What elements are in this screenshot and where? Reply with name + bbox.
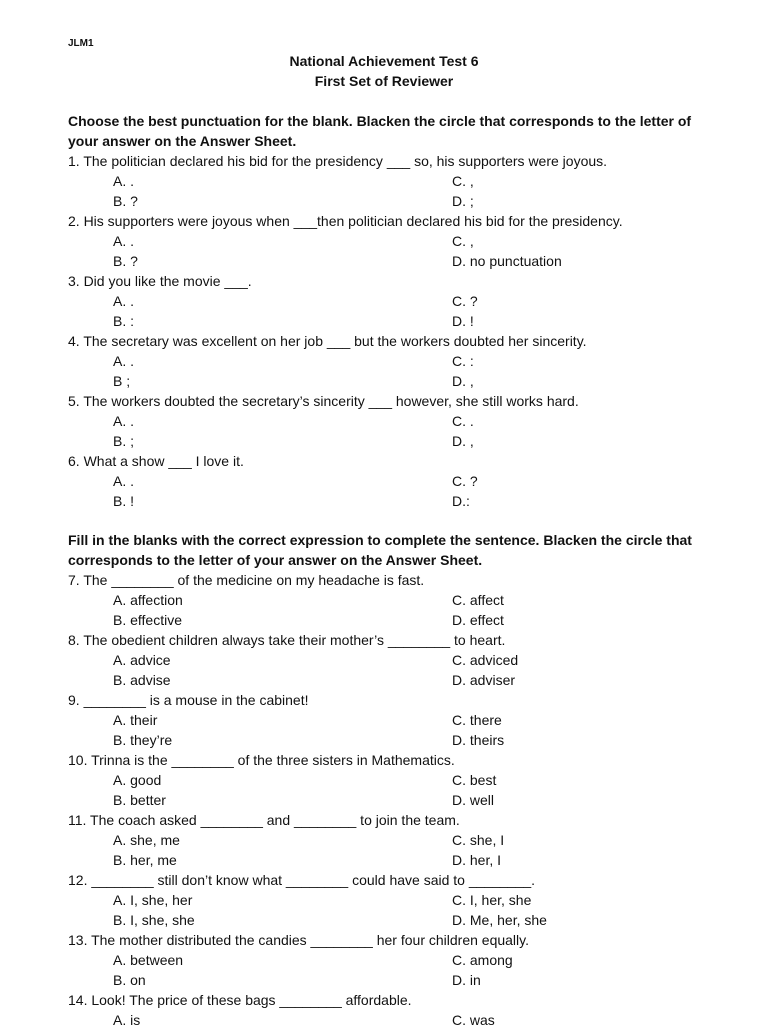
option-row	[68, 650, 708, 670]
answer-option: B. they’re	[113, 732, 173, 748]
answer-option: A. .	[113, 293, 135, 309]
answer-option: C. ?	[452, 473, 478, 489]
section-spacer	[68, 511, 708, 530]
question-text: 6. What a show ___ I love it.	[68, 453, 244, 469]
option-row	[68, 251, 708, 271]
option-row	[68, 471, 708, 491]
answer-option: D. ,	[452, 373, 474, 389]
option-row	[68, 770, 708, 790]
option-row	[68, 311, 708, 331]
document-code: JLM1	[68, 38, 94, 49]
answer-option: A. good	[113, 772, 162, 788]
answer-option: B. I, she, she	[113, 912, 195, 928]
answer-option: D.:	[452, 493, 470, 509]
option-row	[68, 371, 708, 391]
question-text: 12. ________ still don’t know what ________ could have said to ________.	[68, 872, 536, 888]
answer-option: B. her, me	[113, 852, 177, 868]
option-row	[68, 850, 708, 870]
option-row	[68, 790, 708, 810]
answer-option: B. ;	[113, 433, 135, 449]
answer-option: C. there	[452, 712, 502, 728]
answer-option: A. .	[113, 233, 135, 249]
answer-option: D. her, I	[452, 852, 502, 868]
option-row	[68, 730, 708, 750]
answer-option: B. ?	[113, 253, 138, 269]
question-text: 14. Look! The price of these bags ________ affordable.	[68, 992, 412, 1008]
question-text: 10. Trinna is the ________ of the three sisters in Mathematics.	[68, 752, 455, 768]
answer-option: A. affection	[113, 592, 183, 608]
answer-option: C. ,	[452, 173, 474, 189]
answer-option: C. among	[452, 952, 513, 968]
option-row	[68, 171, 708, 191]
question-text: 1. The politician declared his bid for the presidency ___ so, his supporters were joyous.	[68, 153, 608, 169]
answer-option: D. well	[452, 792, 495, 808]
answer-option: C. adviced	[452, 652, 519, 668]
answer-option: B. ?	[113, 193, 138, 209]
answer-option: A. is	[113, 1012, 141, 1028]
answer-option: D. !	[452, 313, 474, 329]
option-row	[68, 191, 708, 211]
answer-option: C. :	[452, 353, 474, 369]
question-text: 5. The workers doubted the secretary’s sincerity ___ however, she still works hard.	[68, 393, 579, 409]
question-text: 11. The coach asked ________ and ________ to join the team.	[68, 812, 460, 828]
question-text: 2. His supporters were joyous when ___then politician declared his bid for the presidency.	[68, 213, 623, 229]
option-row	[68, 970, 708, 990]
option-row	[68, 1010, 708, 1030]
answer-option: C. .	[452, 413, 474, 429]
answer-option: B. effective	[113, 612, 183, 628]
document-title: National Achievement Test 6	[289, 53, 479, 69]
answer-option: B. :	[113, 313, 135, 329]
option-row	[68, 950, 708, 970]
answer-option: D. theirs	[452, 732, 505, 748]
answer-option: D. Me, her, she	[452, 912, 547, 928]
answer-option: B. advise	[113, 672, 171, 688]
answer-option: C. she, I	[452, 832, 505, 848]
section-instruction: Choose the best punctuation for the blank. Blacken the circle that corresponds to the letter of your answer on the Answer Sheet.	[68, 113, 692, 149]
question-text: 4. The secretary was excellent on her job ___ but the workers doubted her sincerity.	[68, 333, 587, 349]
question-text: 9. ________ is a mouse in the cabinet!	[68, 692, 309, 708]
question-text: 8. The obedient children always take their mother’s ________ to heart.	[68, 632, 506, 648]
answer-option: C. ?	[452, 293, 478, 309]
option-row	[68, 351, 708, 371]
answer-option: A. .	[113, 173, 135, 189]
answer-option: A. she, me	[113, 832, 180, 848]
answer-option: D. adviser	[452, 672, 516, 688]
option-row	[68, 590, 708, 610]
answer-option: A. I, she, her	[113, 892, 193, 908]
document-subtitle: First Set of Reviewer	[314, 73, 454, 89]
option-row	[68, 231, 708, 251]
answer-option: C. was	[452, 1012, 495, 1028]
document-body	[68, 111, 708, 1030]
option-row	[68, 830, 708, 850]
answer-option: D. ;	[452, 193, 474, 209]
answer-option: B. !	[113, 493, 135, 509]
option-row	[68, 910, 708, 930]
option-row	[68, 291, 708, 311]
answer-option: C. best	[452, 772, 497, 788]
answer-option: C. affect	[452, 592, 504, 608]
answer-option: B. better	[113, 792, 166, 808]
answer-option: D. in	[452, 972, 481, 988]
answer-option: B ;	[113, 373, 131, 389]
option-row	[68, 491, 708, 511]
option-row	[68, 431, 708, 451]
answer-option: A. their	[113, 712, 158, 728]
answer-option: C. I, her, she	[452, 892, 532, 908]
answer-option: D. no punctuation	[452, 253, 562, 269]
answer-option: A. .	[113, 413, 135, 429]
answer-option: A. .	[113, 473, 135, 489]
answer-option: C. ,	[452, 233, 474, 249]
option-row	[68, 411, 708, 431]
answer-option: D. effect	[452, 612, 504, 628]
answer-option: A. advice	[113, 652, 171, 668]
answer-option: A. between	[113, 952, 184, 968]
question-text: 13. The mother distributed the candies ________ her four children equally.	[68, 932, 530, 948]
option-row	[68, 610, 708, 630]
option-row	[68, 710, 708, 730]
section-instruction: Fill in the blanks with the correct expression to complete the sentence. Blacken the circle that corresponds to the letter of your answer on the Answer Sheet.	[68, 532, 692, 568]
answer-option: A. .	[113, 353, 135, 369]
option-row	[68, 890, 708, 910]
answer-option: D. ,	[452, 433, 474, 449]
question-text: 7. The ________ of the medicine on my headache is fast.	[68, 572, 425, 588]
answer-option: B. on	[113, 972, 146, 988]
option-row	[68, 670, 708, 690]
question-text: 3. Did you like the movie ___.	[68, 273, 252, 289]
